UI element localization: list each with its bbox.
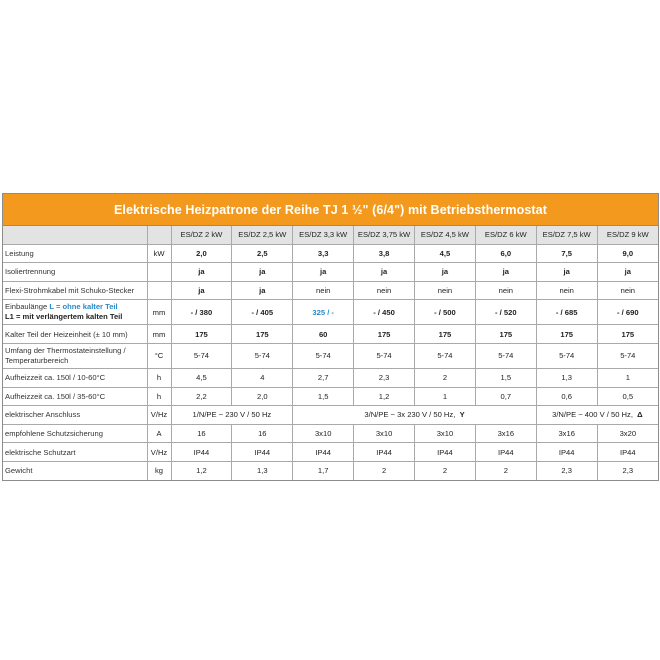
label-line1: Umfang der Thermostateinstellung / (5, 345, 126, 355)
anschluss-text: 3/N/PE ~ 400 V / 50 Hz, (552, 410, 633, 420)
cell: ja (293, 263, 354, 282)
cell: 5-74 (536, 343, 597, 368)
cell: IP44 (536, 443, 597, 462)
cell: ja (536, 263, 597, 282)
cell: 60 (293, 325, 354, 344)
cell: 175 (597, 325, 658, 344)
row-kalter (3, 325, 658, 344)
label-highlight: L = ohne kalter Teil (49, 302, 118, 312)
cell: 1 (597, 368, 658, 387)
cell: 2 (415, 368, 476, 387)
row-label (3, 343, 147, 368)
row-aufheiz35 (3, 387, 658, 406)
cell: ja (171, 281, 232, 300)
row-unit (147, 281, 171, 300)
row-unit: °C (147, 343, 171, 368)
cell: 325 / - (293, 300, 354, 325)
column-header: ES/DZ 9 kW (597, 226, 658, 244)
cell: IP44 (354, 443, 415, 462)
anschluss-group-1: 1/N/PE ~ 230 V / 50 Hz (171, 406, 293, 425)
row-leistung (3, 244, 658, 263)
cell: 1,5 (475, 368, 536, 387)
column-header: ES/DZ 3,3 kW (293, 226, 354, 244)
cell: 3x16 (536, 424, 597, 443)
row-flexi (3, 281, 658, 300)
cell: 2,3 (354, 368, 415, 387)
cell: 3,8 (354, 244, 415, 263)
row-label: elektrischer Anschluss (3, 406, 147, 425)
row-label: Kalter Teil der Heizeinheit (± 10 mm) (3, 325, 147, 344)
label-line2: Temperaturbereich (5, 355, 69, 365)
cell: 5-74 (354, 343, 415, 368)
cell: 1,2 (354, 387, 415, 406)
cell: ja (597, 263, 658, 282)
column-header: ES/DZ 6 kW (475, 226, 536, 244)
cell: nein (475, 281, 536, 300)
cell: 1,3 (536, 368, 597, 387)
cell: 5-74 (597, 343, 658, 368)
row-unit: V/Hz (147, 406, 171, 425)
column-header: ES/DZ 2 kW (171, 226, 232, 244)
cell: nein (293, 281, 354, 300)
cell: 3x16 (475, 424, 536, 443)
row-label (3, 300, 147, 325)
cell: 7,5 (536, 244, 597, 263)
cell: 2 (354, 461, 415, 479)
row-label: Leistung (3, 244, 147, 263)
cell: 175 (232, 325, 293, 344)
cell: - / 685 (536, 300, 597, 325)
cell: 5-74 (171, 343, 232, 368)
cell: 16 (171, 424, 232, 443)
cell: nein (536, 281, 597, 300)
row-unit (147, 263, 171, 282)
cell: ja (171, 263, 232, 282)
cell: 3x10 (293, 424, 354, 443)
cell: 3x10 (415, 424, 476, 443)
cell: nein (354, 281, 415, 300)
row-isolier (3, 263, 658, 282)
cell: - / 450 (354, 300, 415, 325)
row-gewicht (3, 461, 658, 479)
cell: 3x20 (597, 424, 658, 443)
cell: IP44 (293, 443, 354, 462)
row-schutzsicherung (3, 424, 658, 443)
cell: ja (475, 263, 536, 282)
row-label: empfohlene Schutzsicherung (3, 424, 147, 443)
delta-connection-symbol: Δ (637, 410, 643, 420)
anschluss-group-3 (536, 406, 658, 425)
column-header: ES/DZ 7,5 kW (536, 226, 597, 244)
cell: 0,7 (475, 387, 536, 406)
cell: 5-74 (293, 343, 354, 368)
row-label: Aufheizzeit ca. 150l / 35-60°C (3, 387, 147, 406)
cell: ja (415, 263, 476, 282)
cell: 175 (354, 325, 415, 344)
cell: 4 (232, 368, 293, 387)
cell: IP44 (232, 443, 293, 462)
column-header: ES/DZ 4,5 kW (415, 226, 476, 244)
cell: 1 (415, 387, 476, 406)
cell: ja (232, 281, 293, 300)
cell: IP44 (415, 443, 476, 462)
anschluss-group-2 (293, 406, 537, 425)
cell: - / 380 (171, 300, 232, 325)
row-label: elektrische Schutzart (3, 443, 147, 462)
header-unit-blank (147, 226, 171, 244)
row-unit: h (147, 387, 171, 406)
cell: 5-74 (415, 343, 476, 368)
row-unit: h (147, 368, 171, 387)
header-row (3, 226, 658, 244)
cell: 2,2 (171, 387, 232, 406)
star-connection-symbol: Y (459, 410, 465, 420)
anschluss-text: 3/N/PE ~ 3x 230 V / 50 Hz, (364, 410, 456, 420)
cell: 2 (415, 461, 476, 479)
cell: 4,5 (171, 368, 232, 387)
cell: 175 (171, 325, 232, 344)
cell: 175 (536, 325, 597, 344)
row-anschluss (3, 406, 658, 425)
row-umfang (3, 343, 658, 368)
cell: ja (232, 263, 293, 282)
cell: 1,2 (171, 461, 232, 479)
cell: 4,5 (415, 244, 476, 263)
spec-sheet (2, 193, 659, 481)
header-blank (3, 226, 147, 244)
cell: 2,0 (232, 387, 293, 406)
cell: nein (597, 281, 658, 300)
cell: - / 520 (475, 300, 536, 325)
cell: 3x10 (354, 424, 415, 443)
label-text: Einbaulänge (5, 302, 50, 312)
column-header: ES/DZ 3,75 kW (354, 226, 415, 244)
row-label: Gewicht (3, 461, 147, 479)
row-schutzart (3, 443, 658, 462)
cell: - / 405 (232, 300, 293, 325)
cell: 175 (415, 325, 476, 344)
row-unit: A (147, 424, 171, 443)
cell: 2,7 (293, 368, 354, 387)
cell: 2,3 (597, 461, 658, 479)
cell: 1,3 (232, 461, 293, 479)
cell: 2 (475, 461, 536, 479)
cell: IP44 (597, 443, 658, 462)
row-label: Flexi-Strohmkabel mit Schuko-Stecker (3, 281, 147, 300)
row-unit: V/Hz (147, 443, 171, 462)
cell: 5-74 (475, 343, 536, 368)
cell: 1,5 (293, 387, 354, 406)
cell: 2,0 (171, 244, 232, 263)
cell: - / 690 (597, 300, 658, 325)
row-unit: kg (147, 461, 171, 479)
spec-table (3, 226, 658, 480)
cell: ja (354, 263, 415, 282)
label-line2: L1 = mit verlängertem kalten Teil (5, 312, 123, 322)
cell: IP44 (171, 443, 232, 462)
cell: - / 500 (415, 300, 476, 325)
cell: 175 (475, 325, 536, 344)
cell: 9,0 (597, 244, 658, 263)
cell: 1,7 (293, 461, 354, 479)
cell: 6,0 (475, 244, 536, 263)
row-einbau (3, 300, 658, 325)
cell: 0,5 (597, 387, 658, 406)
row-label: Isoliertrennung (3, 263, 147, 282)
table-title: Elektrische Heizpatrone der Reihe TJ 1 ½" (6/4") mit Betriebsthermostat (3, 194, 658, 226)
cell: 5-74 (232, 343, 293, 368)
row-unit: mm (147, 300, 171, 325)
column-header: ES/DZ 2,5 kW (232, 226, 293, 244)
cell: nein (415, 281, 476, 300)
cell: IP44 (475, 443, 536, 462)
cell: 16 (232, 424, 293, 443)
cell: 2,3 (536, 461, 597, 479)
cell: 2,5 (232, 244, 293, 263)
cell: 0,6 (536, 387, 597, 406)
row-aufheiz10 (3, 368, 658, 387)
row-label: Aufheizzeit ca. 150l / 10-60°C (3, 368, 147, 387)
row-unit: mm (147, 325, 171, 344)
row-unit: kW (147, 244, 171, 263)
cell: 3,3 (293, 244, 354, 263)
